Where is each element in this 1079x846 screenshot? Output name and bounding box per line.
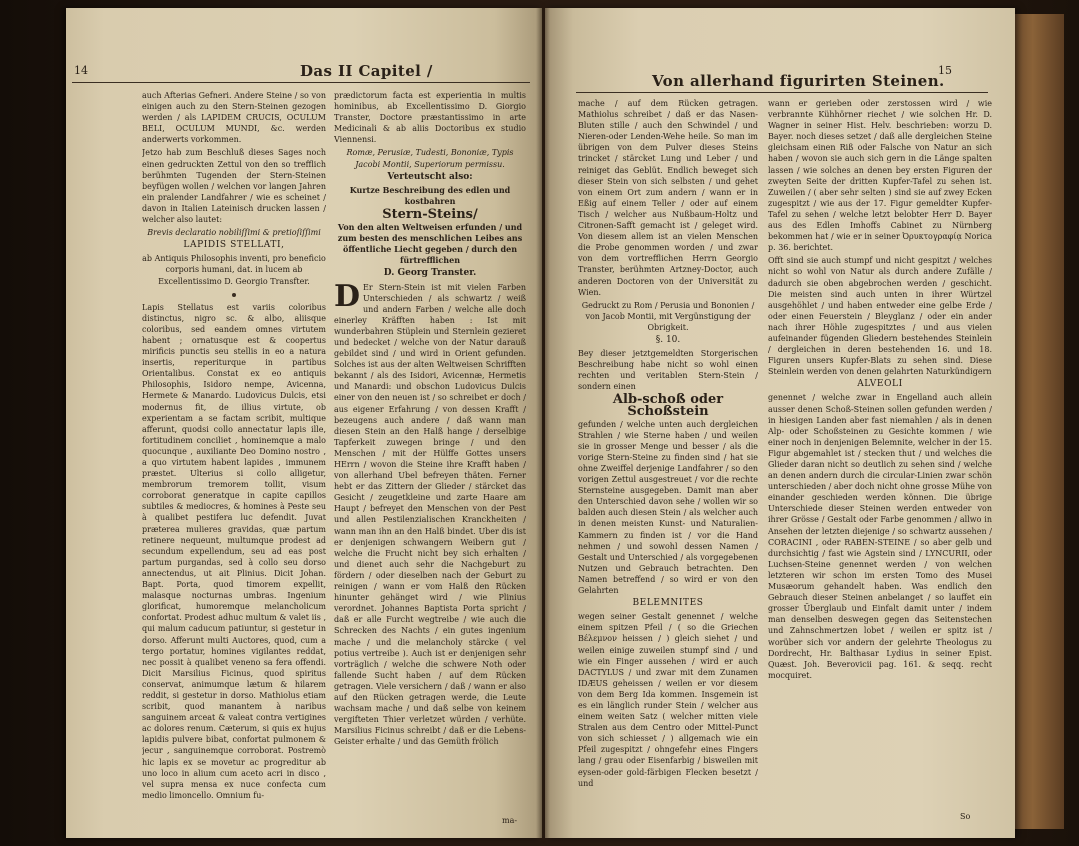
gutter (536, 8, 550, 838)
right-catchword: So (960, 812, 971, 821)
latin-body: Lapis Stellatus est variis coloribus distinctus, nigro sc. & albo, aliisque coloribus, sed eandem omnes virtutem habent ; ornatusque est & coopertus mirificis punctis seu stellis in eo a natura insertis, reperiturque in partibus Orientalibus. Constat ex eo antiquis Philosophis, Isidoro nempe, Avicenna, Hermete & Manardo. Ludovicus Dulcis, etsi modernus fit, de illius virtute, ob experientam a se factam scribit, multique afferunt, quodsi collo annectatur lapis ille, fortitudinem conciliet , hominemque a malo quocunque , auxiliante Deo Domino nostro , a quo virtutem habent lapides , immunem præstet. Ulterius si collo alligetur, membrorum tremorem tollit, visum corroborat generatque in capite capillos subtiles & mediocres, & homines à Peste seu à qualibet pestifera luc defendit. Juvat præterea mulieres gravidas, quæ partum retinere nequeunt, multumque prodest ad secundum expellendum, seu ad eas post partum purgandas, sed à collo seu dorso annectendus, ut ait Plinius. Dicit Johan. Bapt. Porta, quod timorem expellit, malasque nocturnas umbras. Ingenium glorificat, humoremque melancholicum confortat. Prodest adhuc multum & valet iis , qui malum caducum patiuntur, si gestetur in dorso. Afferunt multi Auctores, quod, cum a tergo portatur, homines vigilantes reddat, nec possit à qualibet veneno sa fera offendi. Dicit Marsilius Ficinus, quod spiritus conservat, animumque lætum & hilarem reddit, si gestetur in dorso. Mathiolus etiam scribit, quod manantem à naribus sanguinem arceat & valeat contra vertigines ac dolores renum. Cæterum, si quis ex hujus lapidis pulvere bibat, confortat pulmonem & jecur , sanguinemque corroborat. Postremò hic lapis ex se movetur ac progreditur ab uno loco in alium cum aceto acri in disco , vel supra mensa ex nuce confecta cum medio limoncello. Omnium fu- (142, 302, 326, 800)
right-column-1 (578, 98, 758, 803)
right-page-number: 15 (938, 64, 952, 77)
left-column-1 (142, 90, 326, 810)
imprint: Gedruckt zu Rom / Perusia und Bononien / von Jacob Montii, mit Vergünstigung der Obrigkeit. (581, 300, 755, 332)
belemnites-heading: BELEMNITES (632, 598, 704, 609)
right-head-rule (576, 92, 988, 93)
paragraph: wegen seiner Gestalt genennet / welche einem spitzen Pfeil / ( so die Griechen Βέλεμνον heissen / ) gleich siehet / und weilen einige zuweilen stumpf sind / und wie ein Finger aussehen / wird er auch DACTYLUS / und zwar mit dem Zunamen IDÆUS geheissen / weilen er vor diesem von dem Berg Ida kommen. Insgemein ist es ein länglich runder Stein / welcher aus einem weiten Satz ( welcher mitten viele Stralen aus dem Centro oder Mittel-Punct von sich schiesset / ) allgemach wie ein Pfeil zugespitzt / ohngefehr eines Fingers lang / grau oder Eisenfarbig / bisweilen mit eysen-oder gold-färbigen Flecken besetzt / und (578, 612, 758, 788)
drop-cap: D (334, 278, 361, 314)
section-heading: Alb-schoß oder Schoßstein (612, 392, 724, 419)
paragraph: wann er gerieben oder zerstossen wird / wie verbrannte Kühhörner riechet / wie solchen Hr. D. Wagner in seiner Hist. Helv. beschrieben: worzu D. Bayer. noch dieses setzet / daß alle dergleichen Steine gleichsam einen Riß oder Falsche von Natur an sich haben / wovon sie auch sich gern in die Länge spalten lassen / wie solches an denen bey ersten Figuren der zweyten Seite der dritten Kupfer-Tafel zu sehen ist. Zuweilen / ( aber sehr selten ) sind sie auf zwey Ecken zugespitzt / wie aus der 17. Figur gemeldter Kupfer-Tafel zu sehen / welche letzt belobter Herr D. Bayer aus des Edlen Imhoffs Cabinet zu Nürnberg bekommen hat / wie er in seiner Ὀρυκτογραφίᾳ Norica p. 36. berichtet. (768, 99, 992, 253)
left-column-2 (334, 90, 526, 810)
german-body (334, 278, 526, 748)
german-body-text: Er Stern-Stein ist mit vielen Farben Unterschieden / als schwartz / weiß und andern Farben / welche alle doch einerley Kräfften haben : Ist mit wunderbahren Stüplein und Sternlein gezieret und bedecket / welche von der Natur darauß gebildet sind / und wird in Orient gefunden. Solches ist aus der alten Weltweisen Schrifften bekannt / als des Isidori, Avicennæ, Hermetis und Manardi: und obschon Ludovicus Dulcis einer von den neuen ist / so schreibet er doch / aus eigener Erfahrung / von dessen Krafft / bezeugens auch andere / daß wann man diesen Stein an den Halß hange / derselbige Tapferkeit zuwegen bringe / und den Menschen / mit der Hülffe Gottes unsers HErrn / wovon die Steine ihre Krafft haben / von allerhand Ubel befreyen thäten. Ferner hebt er das Zittern der Glieder / stärcket das Gesicht / zeugetkleine und zarte Haare am Haupt / befreyet den Menschen von der Pest und allen Pestilenzialischen Kranckheiten / wann man ihn an den Halß bindet. Uber dis ist er denjenigen schwangern Weibern gut / welche die Frucht nicht bey sich erhalten / und dienet auch sehr die Nachgeburt zu fördern / oder dieselben nach der Geburt zu reinigen / wann er vom Halß den Rücken hinunter gehänget wird / wie Plinius verordnet. Johannes Baptista Porta spricht / daß er alle Furcht wegtreibe / wie auch die Schrecken des Nachts / ein gutes ingenium mache / und die melancholy stärcke ( vel potius vertreibe ). Auch ist er denjenigen sehr vorträglich / welche die schwere Noth oder fallende Sucht haben / auf dem Rücken getragen. Viele versichern / daß / wann er also auf den Rücken getragen werde, die Leute wachsam mache / und daß selbe von keinem vergifteten Thier verletzet würden / verhüte. Marsilius Ficinus schreibt / daß er die Lebens-Geister erhalte / und das Gemüth frölich (334, 282, 526, 747)
paragraph: genennet / welche zwar in Engelland auch allein ausser denen Schoß-Steinen sollen gefunden werden / in hiesigen Landen aber fast niemahlen / als in denen Alp- oder Schoßsteinen zu Gesichte kommen / wie einer noch in denjenigen Belemnite, welcher in der 15. Figur abgemahlet ist / stecken thut / und welches die Glieder daran nicht so deutlich zu sehen sind / welche an denen andern durch die circular-Linien zwar schön unterschieden / aber doch nicht ohne grosse Mühe von einander geschieden werden können. Die übrige Unterschiede dieser Steinen werden entweder von ihrer Grösse / Gestalt oder Farbe genommen / allwo in Ansehen der letzten diejenige / so schwartz aussehen / CORACINI , oder RABEN-STEINE / so aber gelb und durchsichtig / fast wie Agstein sind / LYNCURII, oder Luchsen-Steine genennet werden / von welchen letzteren wir schon im ersten Tomo des Musei Musæorum gehandelt haben. Was endlich den Gebrauch dieser Steinen anbelanget / so lauffet ein grosser Überglaub und Einfalt damit unter / indem man denselben deswegen gegen das Seitenstechen und Zahnschmertzen lobet / weilen er spitz ist / worüber sich vor andern der gelehrte Theologus zu Dordrecht, Hr. Balthasar Lydius in seiner Epist. Quæst. Joh. Beverovicii pag. 161. & seqq. recht mocquiret. (768, 393, 992, 680)
alveoli-heading: ALVEOLI (857, 379, 903, 390)
paragraph: gefunden / welche unten auch dergleichen Strahlen / wie Sterne haben / und weilen sie in grosser Menge und besser / als die vorige Stern-Steine zu finden sind / hat sie ohne Zweiffel derjenige Landfahrer / so den vorigen Zettul ausgestreuet / vor die rechte Sternsteine ausgegeben. Damit man aber den Unterschied davon sehe / wollen wir so balden auch diesen Stein / als welcher auch in denen meisten Kunst- und Naturalien-Kammern zu finden ist / vor die Hand nehmen / und sowohl dessen Namen / Gestalt und Unterschied / als vorgegebenen Nutzen und Gebrauch betrachten. Den Namen betreffend / so wird er von den Gelahrten (578, 419, 758, 596)
imprint: Romæ, Perusiæ, Tudesti, Bononiæ, Typis Jacobi Montii, Superiorum permissu. (346, 148, 514, 169)
right-column-2 (768, 98, 992, 803)
german-title: Verteutscht also: (387, 171, 473, 182)
section-number: §. 10. (655, 334, 681, 345)
paragraph: prædictorum facta est experientia in multis hominibus, ab Excellentissimo D. Giorgio Transter, Doctore præstantissimo in arte Medicinali & ab aliis Doctoribus ex studio Viennensi. (334, 91, 526, 145)
paragraph: Jetzo hab zum Beschluß dieses Sages noch einen gedruckten Zettul von den so trefflich berühmten Tugenden der Stern-Steinen beyfügen wollen / welchen vor langen Jahren ein pralender Landfahrer / wie es scheinet / davon in Italien Lateinisch drucken lassen / welcher also lautet: (142, 148, 326, 225)
german-subtitle: Kurtze Beschreibung des edlen und kostbahren (349, 184, 511, 206)
latin-title-line: Brevis declaratio nobiliſſimi & pretioſiſſimi (147, 228, 321, 238)
subtitle: Von den alten Weltweisen erfunden / und zum besten des menschlichen Leibes ans öffentliche Liecht gegeben / durch den fürtrefflichen (337, 222, 523, 266)
left-head-rule (72, 82, 530, 83)
paragraph: Bey dieser jetztgemeldten Storgerischen Beschreibung habe nicht so wohl einen rechten und veritablen Stern-Stein / sondern einen (578, 349, 758, 392)
author: D. Georg Transter. (383, 268, 477, 279)
paragraph: auch Afterias Gefneri. Andere Steine / so von einigen auch zu den Stern-Steinen gezogen werden / als LAPIDEM CRUCIS, OCULUM BELI, OCULUM MUNDI, &c. werden anderwerts vorkommen. (142, 91, 326, 145)
latin-subtitle: ab Antiquis Philosophis inventi, pro beneficio corporis humani, dat. in lucem ab Excellentissimo D. Georgio Transfter. (142, 254, 326, 286)
ornament (142, 289, 326, 300)
left-catchword: ma- (502, 816, 518, 825)
paragraph: mache / auf dem Rücken getragen. Mathiolus schreibet / daß er das Nasen-Bluten stille / auch den Schwindel / und Nieren-oder Lenden-Wehe heile. So man im übrigen von dem Pulver dieses Steins trincket / stärcket Lung und Leber / und reiniget das Geblüt. Endlich beweget sich dieser Stein von sich selbsten / und gehet von einem Ort zum andern / wann er in Eßig auf einem Teller / oder auf einem Tisch / welcher aus Nußbaum-Holtz und Citronen-Safft gemacht ist / geleget wird. Von diesem allem ist an vielen Menschen die Probe genommen worden / und zwar von dem vortrefflichen Herrn Georgio Transter, berühmten Artzney-Doctor, auch anderen Doctoren von der Universität zu Wien. (578, 99, 758, 297)
left-running-head: Das II Capitel / (300, 62, 433, 80)
stern-steins-title: Stern-Steins/ (382, 206, 478, 222)
book-edge (1012, 14, 1064, 829)
right-running-head: Von allerhand figurirten Steinen. (652, 72, 945, 90)
left-page-number: 14 (74, 64, 88, 77)
latin-title-caps: LAPIDIS STELLATI, (183, 240, 285, 251)
paragraph: Offt sind sie auch stumpf und nicht gespitzt / welches nicht so wohl von Natur als durch andere Zufälle / dadurch sie oben abgebrochen werden / geschicht. Die meisten sind auch unten in ihrer Würtzel ausgehöhlet / und haben entweder eine gelbe Erde / oder einen Feuerstein / Bleyglanz / oder ein ander nach ihrer Höhle zugespitztes / und aus vielen aufeinander fügenden Gliedern bestehendes Steinlein / dergleichen in deren bestehenden 16. und 18. Figuren unsers Kupfer-Blats zu sehen sind. Diese Steinlein werden von denen gelahrten Naturkündigern (768, 256, 992, 377)
